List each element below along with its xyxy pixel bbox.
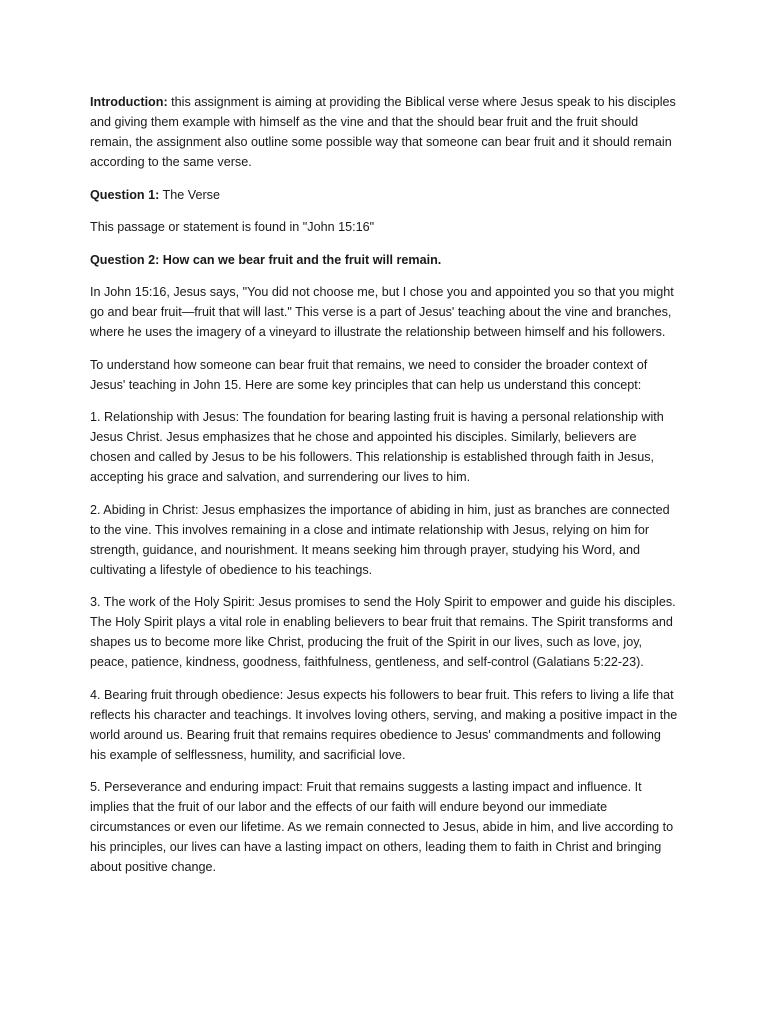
question-1-text: The Verse [159, 187, 220, 202]
introduction-text: this assignment is aiming at providing the Biblical verse where Jesus speak to his disciples and giving them example with himself as the vine and that the should bear fruit and the fruit should remain, the assignment also outline some possible way that someone can bear fruit and it should remain according to the same verse. [90, 95, 676, 169]
principle-relationship: 1. Relationship with Jesus: The foundation for bearing lasting fruit is having a personal relationship with Jesus Christ. Jesus emphasizes that he chose and appointed his disciples. Similarly, believers are chosen and called by Jesus to be his followers. This relationship is established through faith in Jesus, accepting his grace and salvation, and surrendering our lives to him. [90, 410, 664, 484]
principle-perseverance: 5. Perseverance and enduring impact: Fruit that remains suggests a lasting impact and influence. It implies that the fruit of our labor and the effects of our faith will endure beyond our immediate circumstances or even our lifetime. As we remain connected to Jesus, abide in him, and live according to his principles, our lives can have a lasting impact on others, leading them to faith in Christ and bringing about positive change. [90, 780, 674, 874]
principle-obedience: 4. Bearing fruit through obedience: Jesus expects his followers to bear fruit. This refers to living a life that reflects his character and teachings. It involves loving others, serving, and making a positive impact in the world around us. Bearing fruit that remains requires obedience to Jesus' commandments and following his example of selflessness, humility, and sacrificial love. [90, 687, 678, 762]
principle-holy-spirit: 3. The work of the Holy Spirit: Jesus promises to send the Holy Spirit to empower and guide his disciples. The Holy Spirit plays a vital role in enabling believers to bear fruit that remains. The Spirit transforms and shapes us to become more like Christ, producing the fruit of the Spirit in our lives, such as love, joy, peace, patience, kindness, goodness, faithfulness, gentleness, and self-control (Galatians 5:22-23). [90, 595, 676, 669]
question-1-heading [90, 185, 680, 205]
introduction-label: Introduction: [90, 95, 168, 109]
question-2-heading [90, 250, 680, 270]
question-2-label: Question 2: How can we bear fruit and the fruit will remain. [90, 252, 442, 267]
body-paragraph-john-verse: In John 15:16, Jesus says, "You did not choose me, but I chose you and appointed you so that you might go and bear fruit—fruit that will last." This verse is a part of Jesus' teaching about the vine and branches, where he uses the imagery of a vineyard to illustrate the relationship between himself and his followers. [90, 285, 674, 339]
question-1-label: Question 1: [90, 187, 160, 202]
body-paragraph-context: To understand how someone can bear fruit that remains, we need to consider the broader context of Jesus' teaching in John 15. Here are some key principles that can help us understand this concept: [90, 357, 648, 392]
principle-abiding: 2. Abiding in Christ: Jesus emphasizes the importance of abiding in him, just as branches are connected to the vine. This involves remaining in a close and intimate relationship with Jesus, relying on him for strength, guidance, and nourishment. It means seeking him through prayer, studying his Word, and cultivating a lifestyle of obedience to his teachings. [90, 502, 670, 577]
document-page [90, 92, 680, 890]
question-1-answer: This passage or statement is found in "John 15:16" [90, 220, 375, 234]
introduction-paragraph [90, 92, 680, 172]
